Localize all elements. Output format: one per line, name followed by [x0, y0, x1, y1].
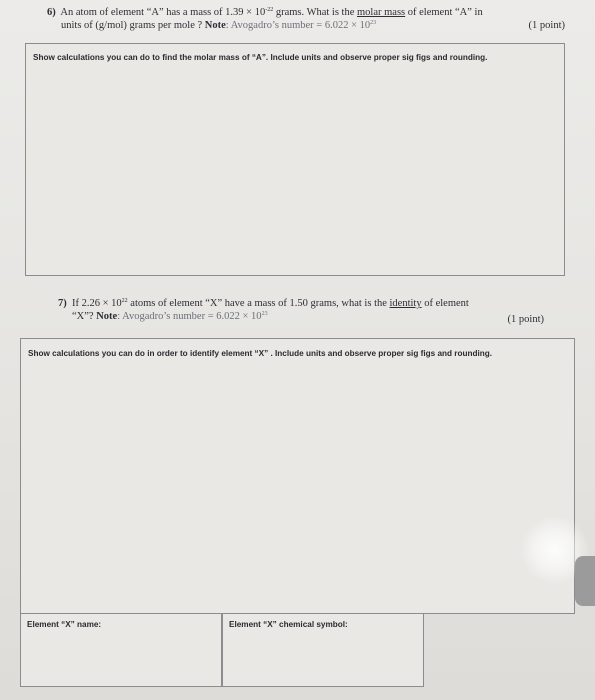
question-7-text-b: atoms of element “X” have a mass of 1.50 grams, what is the — [127, 298, 390, 309]
element-symbol-label: Element “X” chemical symbol: — [229, 620, 348, 629]
question-6-text-b: grams. What is the — [273, 7, 358, 18]
question-7-points: (1 point) — [507, 314, 544, 325]
question-6-units: units of (g/mol) grams per mole ? — [61, 20, 205, 31]
question-7 — [58, 297, 544, 323]
question-7-note-text: : Avogadro’s number = 6.022 × 10 — [117, 311, 262, 322]
question-7-box-title: Show calculations you can do in order to identify element “X” . Include units and observe proper sig figs and rounding. — [28, 349, 493, 358]
question-7-line-1 — [58, 297, 544, 310]
question-6-text-c: of element “A” in — [405, 7, 483, 18]
question-6-exponent: -22 — [265, 7, 274, 13]
question-6-line-2 — [47, 19, 565, 32]
question-6-line-1 — [47, 6, 565, 19]
question-7-answer-area[interactable] — [25, 367, 570, 609]
question-6-note-exponent: 23 — [370, 20, 377, 26]
question-7-identity: identity — [389, 298, 422, 309]
question-6-number: 6) — [47, 7, 56, 18]
question-7-text-a: If 2.26 × 10 — [72, 298, 122, 309]
question-6-calculation-box — [25, 43, 565, 276]
question-6-text-a: An atom of element “A” has a mass of 1.39 × 10 — [60, 7, 266, 18]
question-7-note-exponent: 23 — [261, 311, 268, 317]
question-7-exponent: 22 — [121, 298, 128, 304]
scrollbar-thumb[interactable] — [575, 556, 595, 606]
question-7-text-c: of element — [421, 298, 469, 309]
question-7-note-label: Note — [96, 311, 118, 322]
question-6-box-title: Show calculations you can do to find the molar mass of “A”. Include units and observe proper sig figs and rounding. — [33, 53, 488, 62]
question-7-x: “X”? — [72, 311, 97, 322]
element-name-label: Element “X” name: — [27, 620, 102, 629]
question-7-line-2 — [58, 310, 544, 323]
question-6-note-label: Note — [204, 20, 226, 31]
question-7-number: 7) — [58, 298, 67, 309]
question-6 — [47, 6, 565, 32]
question-6-note-text: : Avogadro’s number = 6.022 × 10 — [225, 20, 371, 31]
element-name-box[interactable] — [20, 613, 222, 687]
question-6-molar-mass: molar mass — [357, 7, 406, 18]
question-6-answer-area[interactable] — [30, 70, 560, 271]
question-7-calculation-box — [20, 338, 575, 614]
element-symbol-box[interactable] — [222, 613, 424, 687]
question-6-points: (1 point) — [528, 20, 565, 31]
